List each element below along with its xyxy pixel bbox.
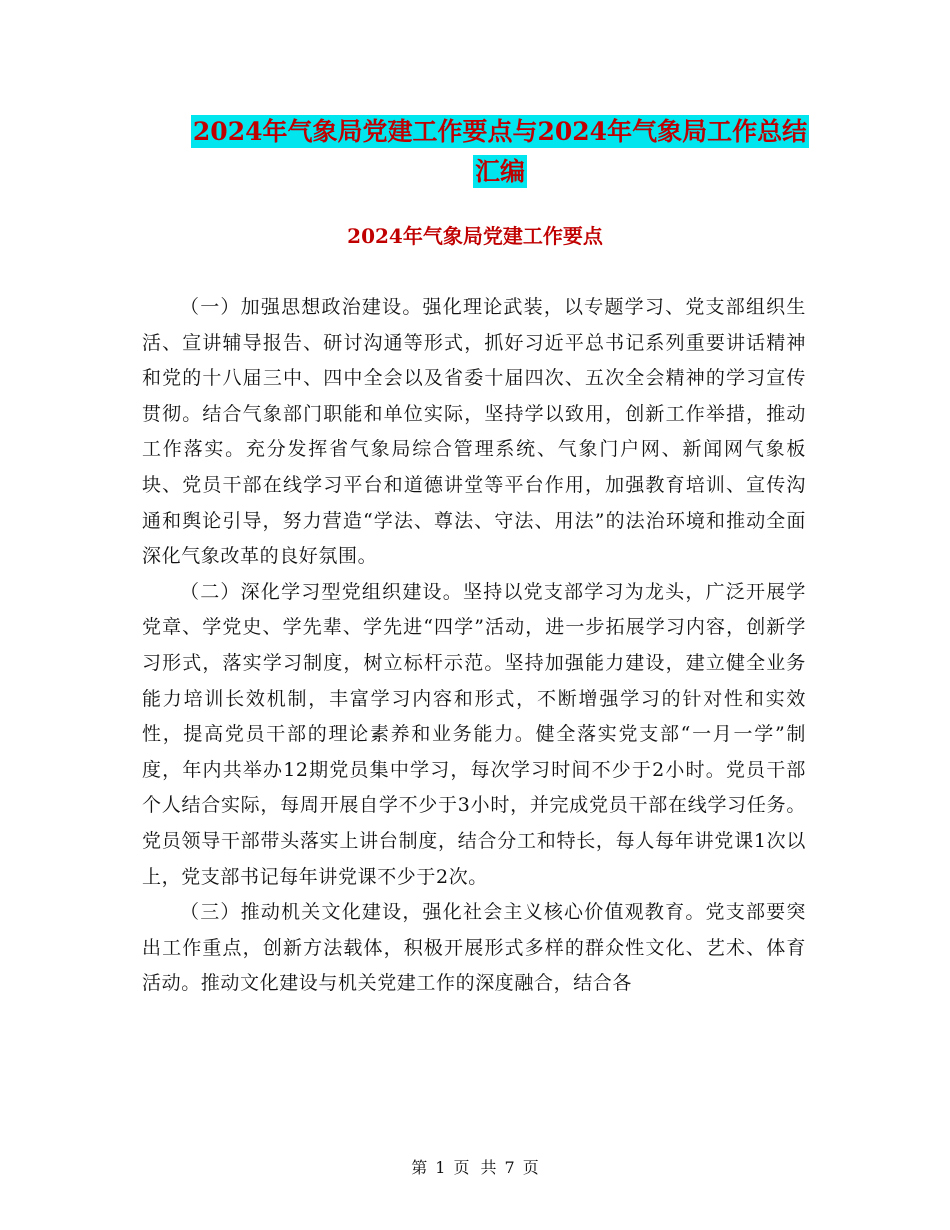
document-title xyxy=(140,112,860,192)
paragraph-1: （一）加强思想政治建设。强化理论武装，以专题学习、党支部组织生活、宣讲辅导报告、研讨沟通等形式，抓好习近平总书记系列重要讲话精神和党的十八届三中、四中全会以及省委十届四次、五次全会精神的学习宣传贯彻。结合气象部门职能和单位实际，坚持学以致用，创新工作举措，推动工作落实。充分发挥省气象局综合管理系统、气象门户网、新闻网气象板块、党员干部在线学习平台和道德讲堂等平台作用，加强教育培训、宣传沟通和舆论引导，努力营造“学法、尊法、守法、用法”的法治环境和推动全面深化气象改革的良好氛围。 xyxy=(142,296,806,568)
footer-total-pages: 7 xyxy=(504,1158,515,1177)
footer-page-number: 1 xyxy=(435,1158,446,1177)
page-footer xyxy=(0,1158,950,1178)
footer-middle: 页 共 xyxy=(453,1158,497,1177)
title-line-1: 2024年气象局党建工作要点与2024年气象局工作总结 xyxy=(192,117,808,146)
title-line-2: 汇编 xyxy=(474,157,525,186)
section-title: 2024年气象局党建工作要点 xyxy=(347,224,603,248)
document-body xyxy=(142,290,806,1002)
footer-suffix: 页 xyxy=(522,1158,539,1177)
paragraph-2: （二）深化学习型党组织建设。坚持以党支部学习为龙头，广泛开展学党章、学党史、学先辈、学先进“四学”活动，进一步拓展学习内容，创新学习形式，落实学习制度，树立标杆示范。坚持加强能力建设，建立健全业务能力培训长效机制，丰富学习内容和形式，不断增强学习的针对性和实效性，提高党员干部的理论素养和业务能力。健全落实党支部“一月一学”制度，年内共举办12期党员集中学习，每次学习时间不少于2小时。党员干部个人结合实际，每周开展自学不少于3小时，并完成党员干部在线学习任务。党员领导干部带头落实上讲台制度，结合分工和特长，每人每年讲党课1次以上，党支部书记每年讲党课不少于2次。 xyxy=(142,580,806,888)
paragraph-3: （三）推动机关文化建设，强化社会主义核心价值观教育。党支部要突出工作重点，创新方法载体，积极开展形式多样的群众性文化、艺术、体育活动。推动文化建设与机关党建工作的深度融合，结合各 xyxy=(142,901,806,995)
footer-prefix: 第 xyxy=(411,1158,428,1177)
